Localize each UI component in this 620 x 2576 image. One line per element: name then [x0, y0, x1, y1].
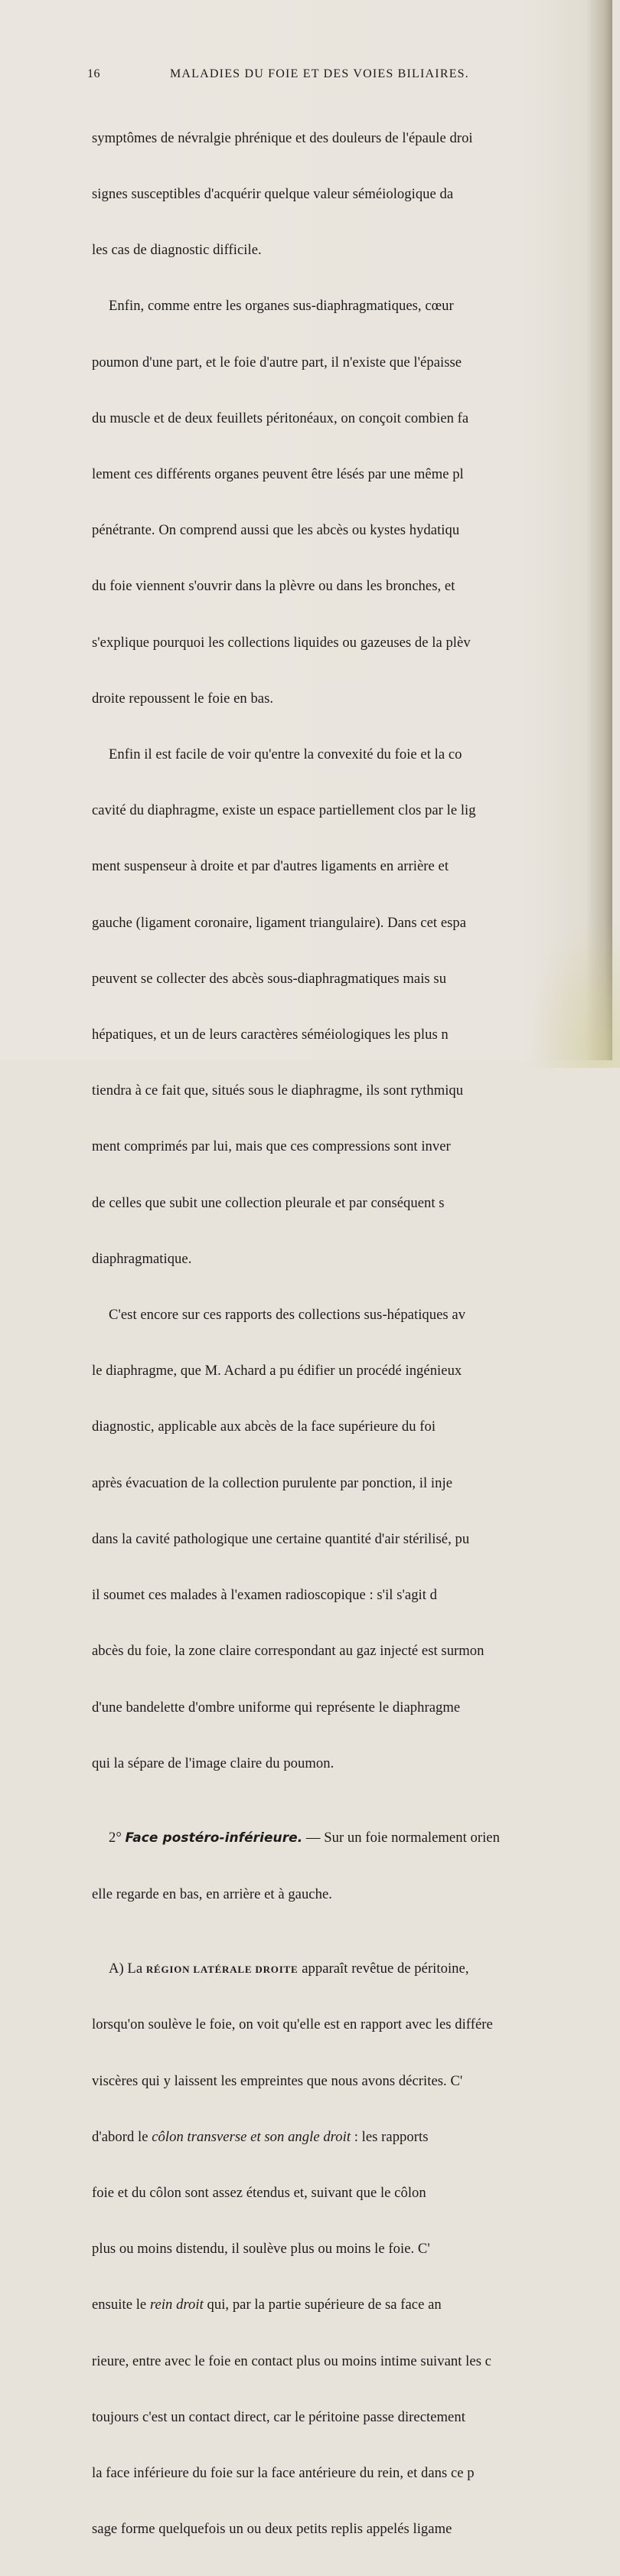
text-line: signes susceptibles d'acquérir quelque valeur séméiologique da: [92, 186, 454, 203]
subsection-line: [92, 1960, 620, 1978]
text-line: abcès du foie, la zone claire correspondant au gaz injecté est surmon: [92, 1643, 485, 1660]
text-line: droite repoussent le foie en bas.: [92, 690, 274, 707]
subsection-rest: apparaît revêtue de péritoine,: [298, 1961, 469, 1977]
running-title: MALADIES DU FOIE ET DES VOIES BILIAIRES.: [170, 67, 469, 80]
text-line: il soumet ces malades à l'examen radioscopique : s'il s'agit d: [92, 1587, 438, 1604]
text-line: cavité du diaphragme, existe un espace partiellement clos par le lig: [92, 802, 476, 819]
text-line: après évacuation de la collection purulente par ponction, il inje: [92, 1474, 453, 1491]
text-line: lorsqu'on soulève le foie, on voit qu'elle est en rapport avec les différe: [92, 2016, 493, 2033]
text-segment: qui, par la partie supérieure de sa face an: [203, 2297, 442, 2313]
paragraph-start: C'est encore sur ces rapports des collections sus-hépatiques av: [109, 1307, 466, 1324]
text-line: sage forme quelquefois un ou deux petits replis appelés ligame: [92, 2521, 452, 2538]
text-line: diagnostic, applicable aux abcès de la face supérieure du foi: [92, 1419, 436, 1435]
text-segment: ensuite le: [92, 2297, 150, 2313]
text-line: plus ou moins distendu, il soulève plus ou moins le foie. C': [92, 2241, 430, 2258]
paragraph-start: Enfin, comme entre les organes sus-diaphragmatiques, cœur: [109, 298, 454, 315]
text-line: d'une bandelette d'ombre uniforme qui représente le diaphragme: [92, 1699, 461, 1716]
text-line: qui la sépare de l'image claire du poumon.: [92, 1755, 334, 1771]
text-line: hépatiques, et un de leurs caractères séméiologiques les plus n: [92, 1027, 449, 1043]
text-segment: d'abord le: [92, 2128, 152, 2145]
text-line: [92, 2296, 620, 2314]
text-line: foie et du côlon sont assez étendus et, suivant que le côlon: [92, 2184, 426, 2201]
text-line: [92, 2128, 620, 2147]
section-number: 2°: [109, 1830, 122, 1846]
text-line: s'explique pourquoi les collections liquides ou gazeuses de la plèv: [92, 634, 471, 651]
text-line: les cas de diagnostic difficile.: [92, 242, 262, 259]
text-line: du muscle et de deux feuillets péritonéaux, on conçoit combien fa: [92, 410, 469, 426]
italic-term: rein droit: [149, 2297, 204, 2313]
text-line: diaphragmatique.: [92, 1250, 192, 1267]
text-line: lement ces différents organes peuvent être lésés par une même pl: [92, 466, 464, 483]
text-segment: : les rapports: [351, 2128, 429, 2145]
text-line: symptômes de névralgie phrénique et des douleurs de l'épaule droi: [92, 129, 473, 146]
section-heading: Face postéro-inférieure.: [125, 1830, 303, 1846]
text-line: la face inférieure du foie sur la face antérieure du rein, et dans ce p: [92, 2464, 475, 2481]
text-line: toujours c'est un contact direct, car le péritoine passe directement: [92, 2408, 465, 2425]
section-heading-line: [92, 1829, 620, 1847]
subsection-prefix: A) La: [109, 1961, 146, 1977]
text-line: ment comprimés par lui, mais que ces compressions sont inver: [92, 1138, 451, 1155]
text-line: de celles que subit une collection pleurale et par conséquent s: [92, 1194, 445, 1211]
page-number: 16: [87, 67, 100, 80]
section-heading-rest: — Sur un foie normalement orien: [302, 1830, 500, 1846]
text-line: ment suspenseur à droite et par d'autres ligaments en arrière et: [92, 858, 449, 875]
text-line: peuvent se collecter des abcès sous-diaphragmatiques mais su: [92, 970, 447, 987]
body-text: [92, 92, 620, 2576]
text-line: tiendra à ce fait que, situés sous le diaphragme, ils sont rythmiqu: [92, 1082, 464, 1099]
subsection-title: RÉGION LATÉRALE DROITE: [145, 1964, 299, 1976]
text-line: du foie viennent s'ouvrir dans la plèvre ou dans les bronches, et: [92, 578, 455, 595]
paragraph-start: Enfin il est facile de voir qu'entre la convexité du foie et la co: [109, 746, 462, 763]
text-line: elle regarde en bas, en arrière et à gauche.: [92, 1885, 332, 1902]
text-line: rieure, entre avec le foie en contact plus ou moins intime suivant les c: [92, 2352, 491, 2369]
text-line: pénétrante. On comprend aussi que les abcès ou kystes hydatiqu: [92, 522, 460, 539]
text-line: gauche (ligament coronaire, ligament triangulaire). Dans cet espa: [92, 914, 467, 931]
running-head: [0, 67, 612, 86]
text-line: poumon d'une part, et le foie d'autre part, il n'existe que l'épaisse: [92, 354, 462, 371]
text-line: le diaphragme, que M. Achard a pu édifier un procédé ingénieux: [92, 1363, 462, 1379]
italic-term: côlon transverse et son angle droit: [152, 2128, 351, 2145]
text-line: viscères qui y laissent les empreintes que nous avons décrites. C': [92, 2072, 463, 2089]
text-line: dans la cavité pathologique une certaine quantité d'air stérilisé, pu: [92, 1530, 470, 1547]
